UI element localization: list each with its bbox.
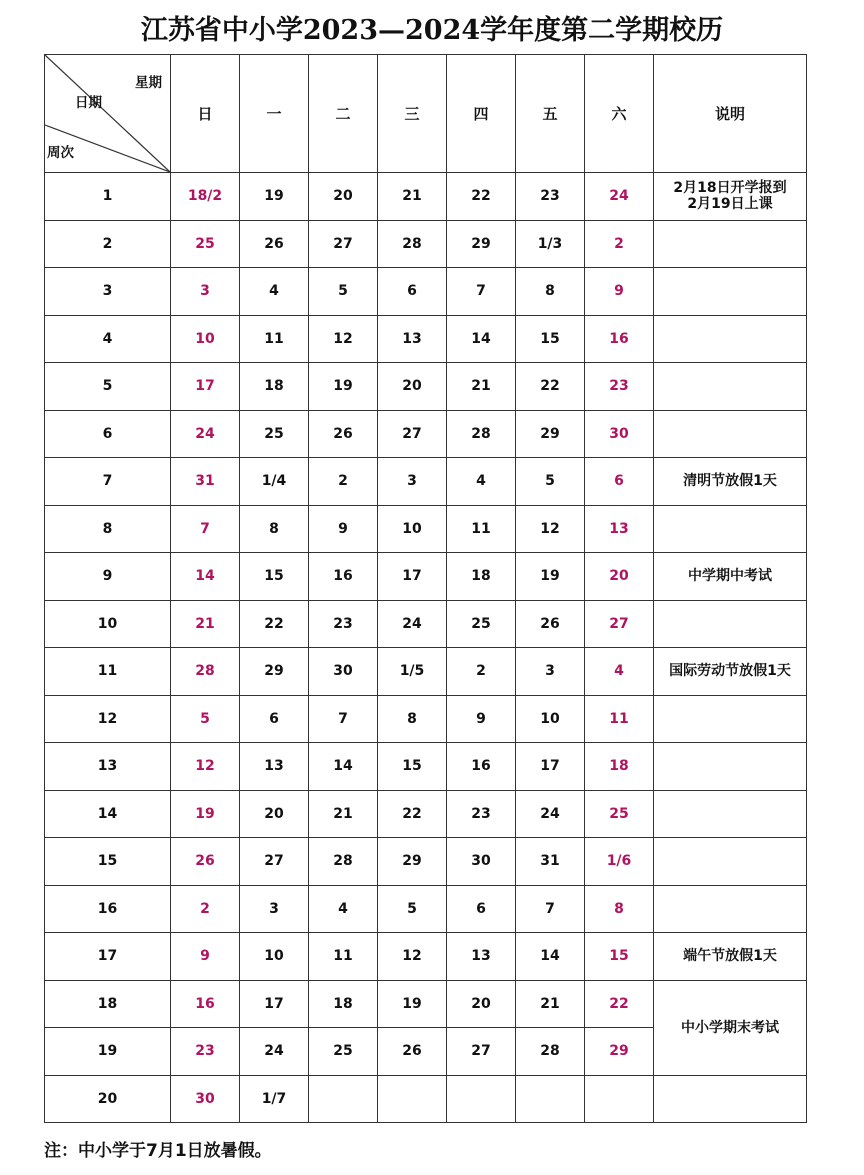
- note-cell: 2月18日开学报到 2月19日上课: [654, 173, 807, 221]
- date-cell: 26: [240, 220, 309, 268]
- date-cell: 12: [171, 743, 240, 791]
- date-cell: 23: [585, 363, 654, 411]
- date-cell: 25: [447, 600, 516, 648]
- date-cell: 12: [309, 315, 378, 363]
- date-cell: 22: [516, 363, 585, 411]
- date-cell: 20: [240, 790, 309, 838]
- header-note: 说明: [654, 55, 807, 173]
- date-cell: 11: [447, 505, 516, 553]
- date-cell: [585, 1075, 654, 1123]
- date-cell: 29: [585, 1028, 654, 1076]
- date-cell: 24: [240, 1028, 309, 1076]
- date-cell: 8: [378, 695, 447, 743]
- date-cell: [516, 1075, 585, 1123]
- week-number-cell: 14: [45, 790, 171, 838]
- date-cell: 28: [447, 410, 516, 458]
- date-cell: 14: [447, 315, 516, 363]
- date-cell: 8: [240, 505, 309, 553]
- date-cell: 12: [516, 505, 585, 553]
- date-cell: 21: [171, 600, 240, 648]
- date-cell: 21: [447, 363, 516, 411]
- note-cell: [654, 885, 807, 933]
- date-cell: 4: [447, 458, 516, 506]
- note-cell: [654, 315, 807, 363]
- date-cell: 15: [585, 933, 654, 981]
- date-cell: 29: [378, 838, 447, 886]
- week-number-cell: 8: [45, 505, 171, 553]
- date-cell: 24: [516, 790, 585, 838]
- date-cell: 27: [585, 600, 654, 648]
- date-cell: 18: [309, 980, 378, 1028]
- date-cell: 19: [309, 363, 378, 411]
- note-cell: [654, 790, 807, 838]
- date-cell: 24: [378, 600, 447, 648]
- note-cell: 端午节放假1天: [654, 933, 807, 981]
- table-row: [45, 790, 807, 838]
- date-cell: 21: [378, 173, 447, 221]
- header-day-fri: 五: [516, 55, 585, 173]
- week-number-cell: 1: [45, 173, 171, 221]
- date-cell: 9: [171, 933, 240, 981]
- table-row: [45, 363, 807, 411]
- date-cell: 27: [447, 1028, 516, 1076]
- date-cell: 1/7: [240, 1075, 309, 1123]
- week-number-cell: 13: [45, 743, 171, 791]
- date-cell: 27: [240, 838, 309, 886]
- date-cell: 29: [240, 648, 309, 696]
- date-cell: 19: [240, 173, 309, 221]
- date-cell: 1/4: [240, 458, 309, 506]
- date-cell: 23: [171, 1028, 240, 1076]
- date-cell: 29: [516, 410, 585, 458]
- date-cell: 16: [447, 743, 516, 791]
- footnote: 注：中小学于7月1日放暑假。: [44, 1141, 272, 1161]
- date-cell: 22: [378, 790, 447, 838]
- date-cell: 5: [171, 695, 240, 743]
- date-cell: 2: [171, 885, 240, 933]
- date-cell: 1/5: [378, 648, 447, 696]
- date-cell: 7: [171, 505, 240, 553]
- week-number-cell: 17: [45, 933, 171, 981]
- note-cell: 国际劳动节放假1天: [654, 648, 807, 696]
- date-cell: [378, 1075, 447, 1123]
- date-cell: 2: [309, 458, 378, 506]
- date-cell: 6: [585, 458, 654, 506]
- header-day-wed: 三: [378, 55, 447, 173]
- note-cell: [654, 695, 807, 743]
- date-cell: [447, 1075, 516, 1123]
- date-cell: 1/6: [585, 838, 654, 886]
- table-row: [45, 838, 807, 886]
- date-cell: 17: [240, 980, 309, 1028]
- date-cell: 25: [171, 220, 240, 268]
- week-number-cell: 2: [45, 220, 171, 268]
- date-cell: 6: [378, 268, 447, 316]
- date-cell: 17: [516, 743, 585, 791]
- date-cell: 19: [378, 980, 447, 1028]
- date-cell: 22: [240, 600, 309, 648]
- date-cell: 20: [447, 980, 516, 1028]
- table-row: [45, 505, 807, 553]
- date-cell: 8: [585, 885, 654, 933]
- date-cell: 22: [585, 980, 654, 1028]
- date-cell: 3: [516, 648, 585, 696]
- table-row: [45, 600, 807, 648]
- date-cell: 26: [378, 1028, 447, 1076]
- date-cell: 7: [516, 885, 585, 933]
- date-cell: 27: [378, 410, 447, 458]
- table-row: [45, 220, 807, 268]
- table-row: [45, 173, 807, 221]
- date-cell: 16: [585, 315, 654, 363]
- table-row: [45, 648, 807, 696]
- header-day-tue: 二: [309, 55, 378, 173]
- note-cell: [654, 363, 807, 411]
- date-cell: 21: [309, 790, 378, 838]
- date-cell: 13: [585, 505, 654, 553]
- date-cell: 26: [309, 410, 378, 458]
- diag-label-week: 周次: [47, 145, 74, 161]
- date-cell: 18: [447, 553, 516, 601]
- week-number-cell: 10: [45, 600, 171, 648]
- date-cell: 14: [516, 933, 585, 981]
- week-number-cell: 19: [45, 1028, 171, 1076]
- table-row: [45, 1075, 807, 1123]
- date-cell: 5: [309, 268, 378, 316]
- note-cell: [654, 410, 807, 458]
- week-number-cell: 16: [45, 885, 171, 933]
- date-cell: 3: [378, 458, 447, 506]
- page-title: 江苏省中小学2023—2024学年度第二学期校历: [140, 15, 724, 46]
- date-cell: 6: [240, 695, 309, 743]
- date-cell: 25: [240, 410, 309, 458]
- date-cell: 15: [378, 743, 447, 791]
- date-cell: 13: [447, 933, 516, 981]
- table-row: [45, 268, 807, 316]
- table-row: [45, 885, 807, 933]
- date-cell: 9: [447, 695, 516, 743]
- date-cell: 25: [585, 790, 654, 838]
- note-cell: 中学期中考试: [654, 553, 807, 601]
- date-cell: 28: [309, 838, 378, 886]
- date-cell: 20: [378, 363, 447, 411]
- date-cell: 30: [171, 1075, 240, 1123]
- date-cell: 30: [447, 838, 516, 886]
- date-cell: 19: [516, 553, 585, 601]
- date-cell: 17: [378, 553, 447, 601]
- date-cell: 7: [447, 268, 516, 316]
- header-day-thu: 四: [447, 55, 516, 173]
- diag-label-date: 日期: [75, 95, 102, 111]
- date-cell: 13: [378, 315, 447, 363]
- date-cell: 24: [585, 173, 654, 221]
- table-row: [45, 933, 807, 981]
- date-cell: 18: [240, 363, 309, 411]
- date-cell: 5: [516, 458, 585, 506]
- date-cell: 16: [309, 553, 378, 601]
- date-cell: 2: [447, 648, 516, 696]
- date-cell: 9: [309, 505, 378, 553]
- date-cell: 11: [240, 315, 309, 363]
- date-cell: 12: [378, 933, 447, 981]
- week-number-cell: 18: [45, 980, 171, 1028]
- table-row: [45, 980, 807, 1028]
- date-cell: 28: [378, 220, 447, 268]
- date-cell: 15: [516, 315, 585, 363]
- date-cell: 4: [309, 885, 378, 933]
- week-number-cell: 3: [45, 268, 171, 316]
- table-row: [45, 553, 807, 601]
- week-number-cell: 20: [45, 1075, 171, 1123]
- date-cell: 28: [171, 648, 240, 696]
- date-cell: 4: [240, 268, 309, 316]
- note-cell: [654, 220, 807, 268]
- date-cell: 6: [447, 885, 516, 933]
- table-row: [45, 743, 807, 791]
- diagonal-header-cell: [45, 55, 171, 173]
- table-row: [45, 458, 807, 506]
- note-cell: 清明节放假1天: [654, 458, 807, 506]
- date-cell: 10: [516, 695, 585, 743]
- date-cell: [309, 1075, 378, 1123]
- header-day-sat: 六: [585, 55, 654, 173]
- date-cell: 10: [240, 933, 309, 981]
- date-cell: 10: [378, 505, 447, 553]
- date-cell: 27: [309, 220, 378, 268]
- date-cell: 17: [171, 363, 240, 411]
- date-cell: 11: [585, 695, 654, 743]
- date-cell: 29: [447, 220, 516, 268]
- week-number-cell: 7: [45, 458, 171, 506]
- date-cell: 20: [585, 553, 654, 601]
- date-cell: 26: [171, 838, 240, 886]
- week-number-cell: 6: [45, 410, 171, 458]
- note-cell: [654, 268, 807, 316]
- date-cell: 3: [240, 885, 309, 933]
- date-cell: 7: [309, 695, 378, 743]
- week-number-cell: 9: [45, 553, 171, 601]
- date-cell: 14: [309, 743, 378, 791]
- date-cell: 31: [516, 838, 585, 886]
- date-cell: 15: [240, 553, 309, 601]
- date-cell: 23: [516, 173, 585, 221]
- date-cell: 9: [585, 268, 654, 316]
- header-day-mon: 一: [240, 55, 309, 173]
- date-cell: 10: [171, 315, 240, 363]
- note-cell: [654, 743, 807, 791]
- date-cell: 18/2: [171, 173, 240, 221]
- date-cell: 30: [309, 648, 378, 696]
- date-cell: 4: [585, 648, 654, 696]
- date-cell: 13: [240, 743, 309, 791]
- note-cell: [654, 838, 807, 886]
- date-cell: 2: [585, 220, 654, 268]
- date-cell: 8: [516, 268, 585, 316]
- week-number-cell: 11: [45, 648, 171, 696]
- date-cell: 26: [516, 600, 585, 648]
- date-cell: 23: [309, 600, 378, 648]
- header-day-sun: 日: [171, 55, 240, 173]
- date-cell: 24: [171, 410, 240, 458]
- note-cell: [654, 600, 807, 648]
- note-cell: 中小学期末考试: [654, 980, 807, 1075]
- week-number-cell: 4: [45, 315, 171, 363]
- date-cell: 1/3: [516, 220, 585, 268]
- table-row: [45, 695, 807, 743]
- date-cell: 3: [171, 268, 240, 316]
- date-cell: 25: [309, 1028, 378, 1076]
- note-cell: [654, 1075, 807, 1123]
- date-cell: 28: [516, 1028, 585, 1076]
- date-cell: 18: [585, 743, 654, 791]
- table-row: [45, 315, 807, 363]
- date-cell: 31: [171, 458, 240, 506]
- date-cell: 11: [309, 933, 378, 981]
- note-cell: [654, 505, 807, 553]
- week-number-cell: 5: [45, 363, 171, 411]
- date-cell: 14: [171, 553, 240, 601]
- week-number-cell: 15: [45, 838, 171, 886]
- date-cell: 5: [378, 885, 447, 933]
- date-cell: 19: [171, 790, 240, 838]
- date-cell: 21: [516, 980, 585, 1028]
- date-cell: 20: [309, 173, 378, 221]
- school-calendar-table: [44, 54, 807, 1123]
- date-cell: 16: [171, 980, 240, 1028]
- date-cell: 22: [447, 173, 516, 221]
- week-number-cell: 12: [45, 695, 171, 743]
- header-row: [45, 55, 807, 173]
- date-cell: 23: [447, 790, 516, 838]
- date-cell: 30: [585, 410, 654, 458]
- table-row: [45, 410, 807, 458]
- diag-label-weekday: 星期: [135, 75, 162, 91]
